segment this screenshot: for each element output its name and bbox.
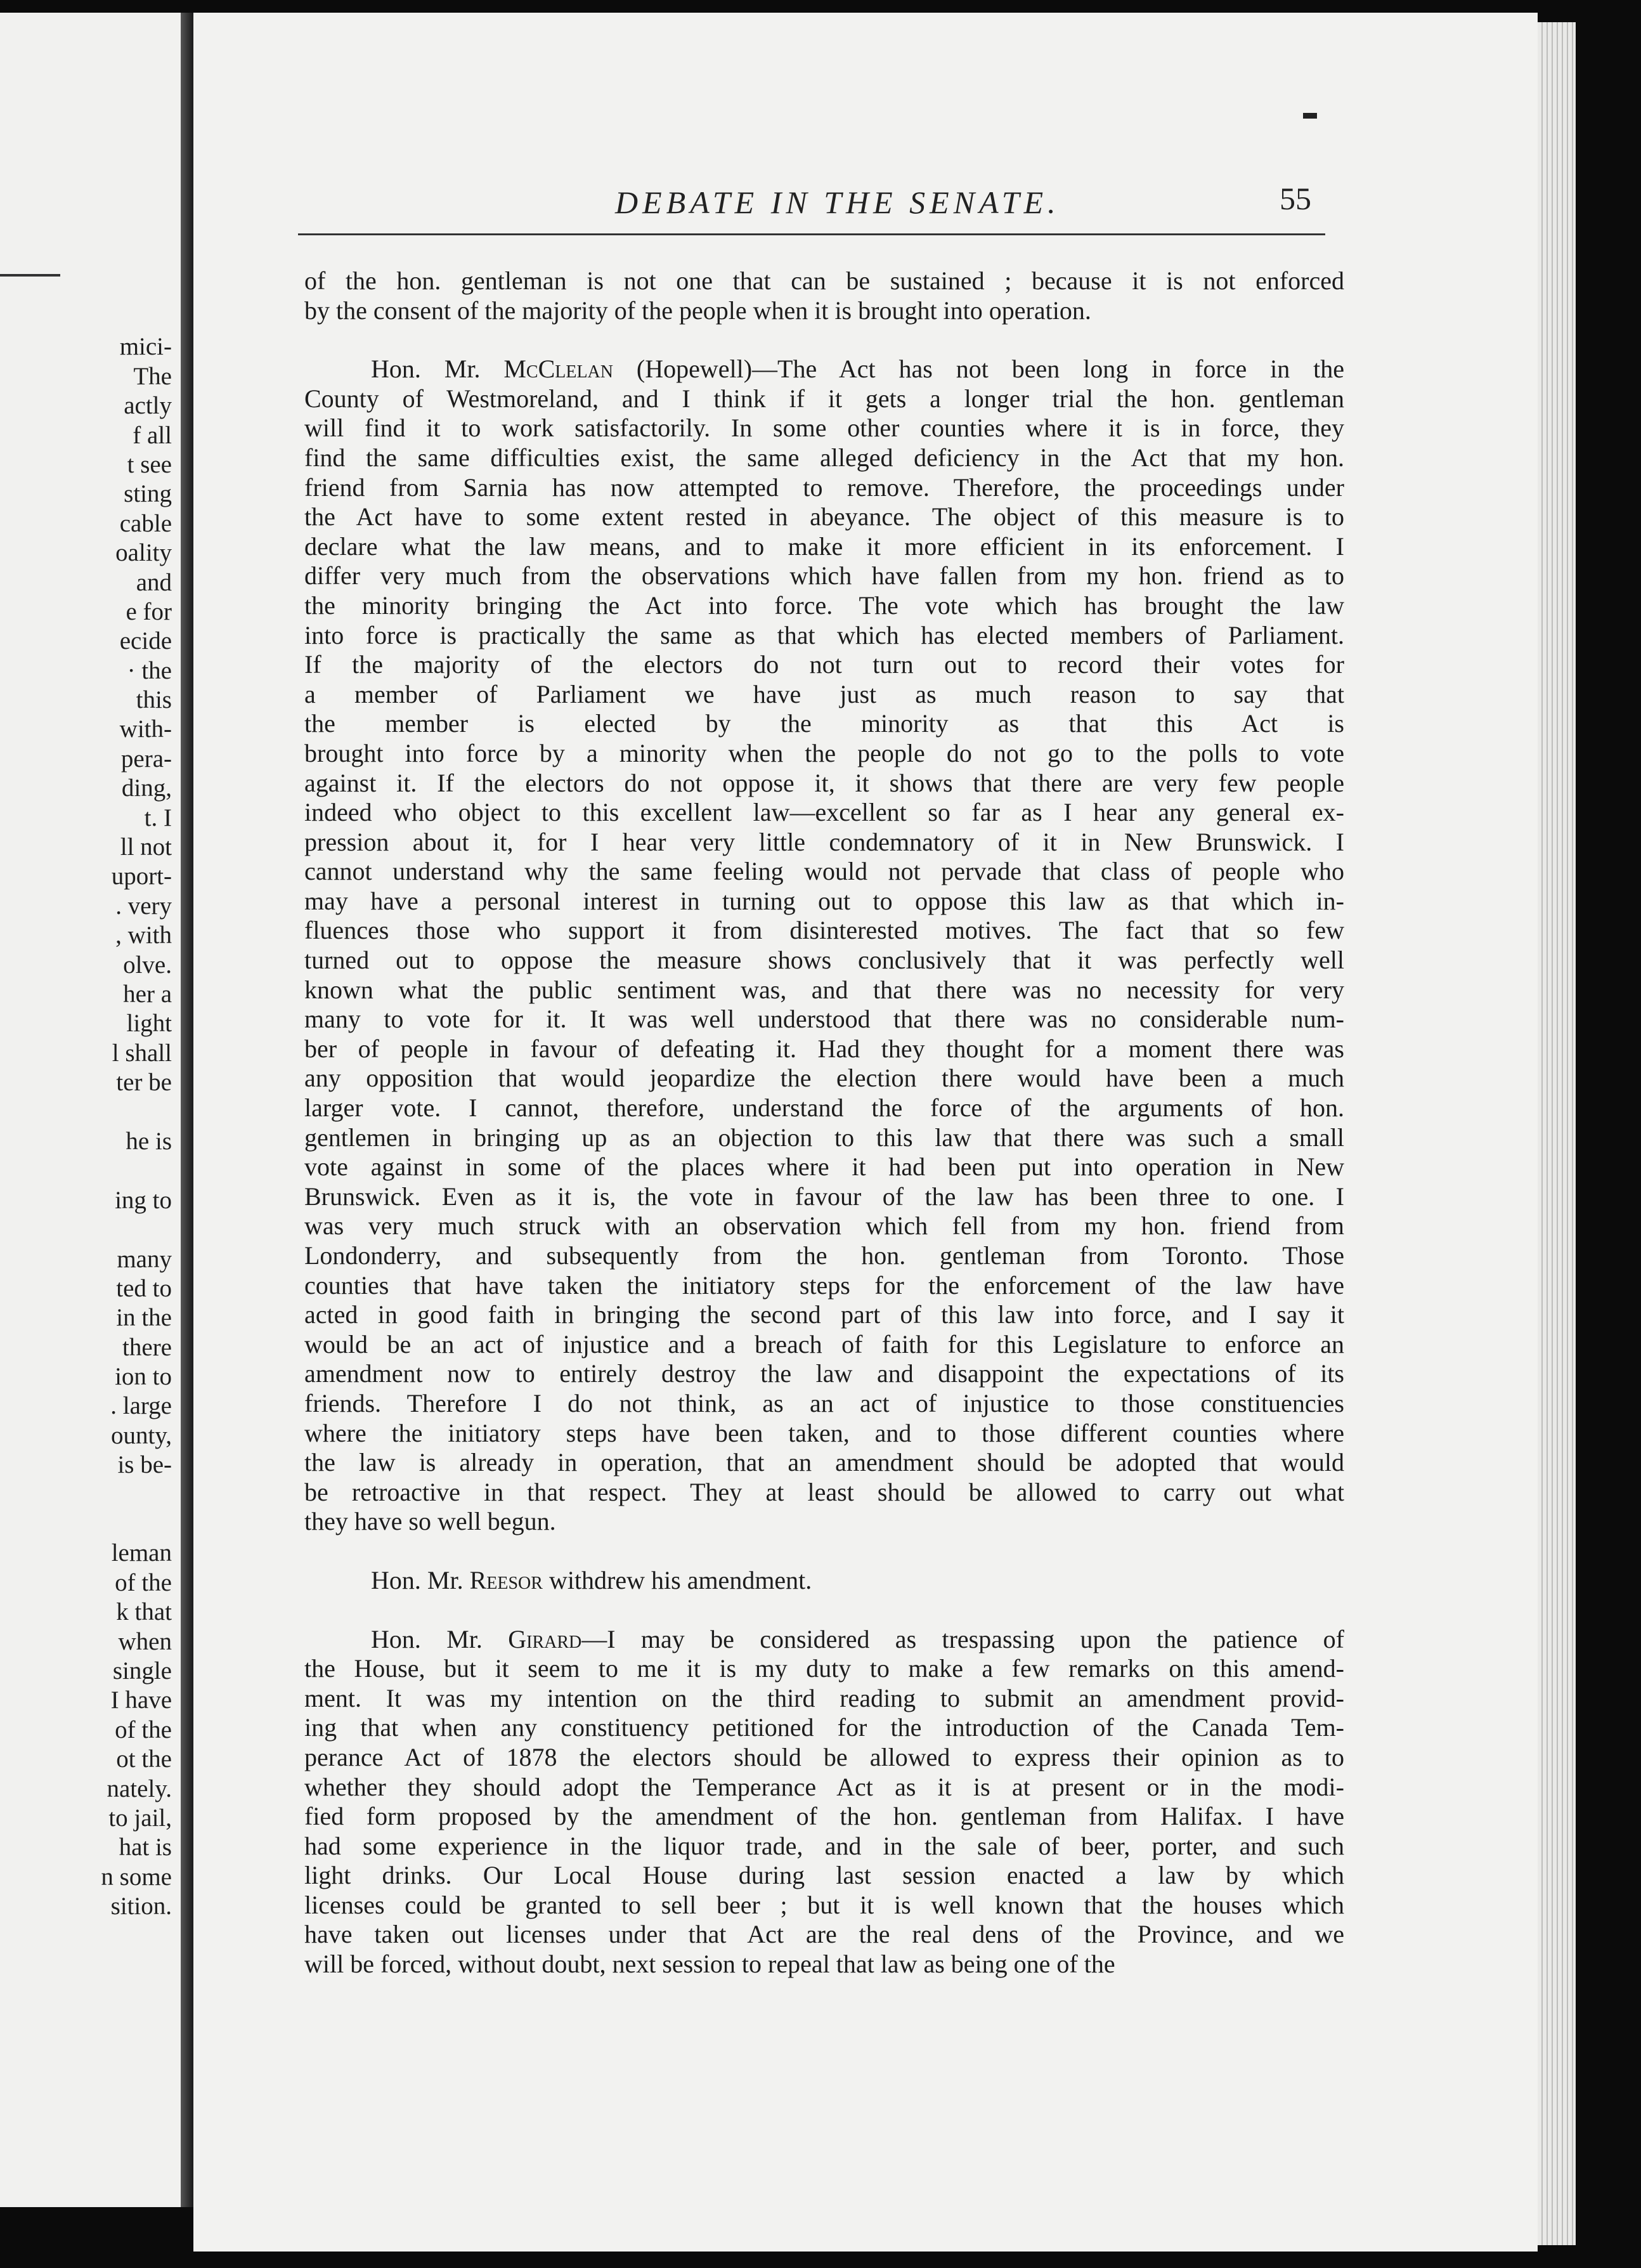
- left-page-line: of the: [115, 1568, 172, 1596]
- page-edges: [1538, 22, 1576, 2245]
- left-page-line: l shall: [112, 1039, 172, 1067]
- text-line: any opposition that would jeopardize the election there would have been a much: [304, 1064, 1344, 1093]
- text-line: County of Westmoreland, and I think if it gets a longer trial the hon. gentleman: [304, 384, 1344, 413]
- left-page-line: ing to: [115, 1186, 172, 1214]
- left-page-line: , with: [115, 922, 172, 949]
- text-line: the minority bringing the Act into force. The vote which has brought the law: [304, 590, 1344, 620]
- left-page-line: uport-: [111, 863, 172, 890]
- text-line: ing that when any constituency petitioned for the introduction of the Canada Tem-: [304, 1713, 1344, 1742]
- left-page-line: [101, 1098, 172, 1127]
- text-line: whether they should adopt the Temperance Act as it is at present or in the modi-: [304, 1772, 1344, 1801]
- left-page-line: sting: [124, 480, 172, 508]
- text-line: declare what the law means, and to make it more efficient in its enforcement. I: [304, 531, 1344, 561]
- left-page-line: ot the: [116, 1745, 172, 1773]
- text-line: will find it to work satisfactorily. In some other counties where it is in force, they: [304, 414, 1344, 443]
- left-page-line: [101, 1215, 172, 1244]
- left-page-line: f all: [133, 421, 172, 449]
- paragraph-continuation: [304, 266, 1344, 325]
- paragraph-text: withdrew his amendment.: [542, 1565, 812, 1594]
- line-text: —I may be considered as trespassing upon the patience of: [581, 1624, 1344, 1653]
- running-head: DEBATE IN THE SENATE.: [615, 185, 1060, 220]
- text-line: gentlemen in bringing up as an objection to this law that there was such a small: [304, 1123, 1344, 1152]
- text-line: Brunswick. Even as it is, the vote in favour of the law has been three to one. I: [304, 1182, 1344, 1211]
- text-line: vote against in some of the places where it had been put into operation in New: [304, 1152, 1344, 1182]
- left-page-line: is be-: [117, 1451, 172, 1479]
- text-line: the member is elected by the minority as that this Act is: [304, 709, 1344, 738]
- left-page-line: n some: [101, 1863, 172, 1891]
- left-page-line: ted to: [116, 1274, 172, 1302]
- left-page-text-fragments: [101, 303, 172, 1921]
- text-line: find the same difficulties exist, the same alleged deficiency in the Act that my hon.: [304, 443, 1344, 472]
- text-line: by the consent of the majority of the people when it is brought into operation.: [304, 296, 1091, 325]
- left-page-line: [101, 1156, 172, 1185]
- header-rule: [298, 233, 1325, 235]
- left-page-line: [101, 1480, 172, 1509]
- text-line: had some experience in the liquor trade, and in the sale of beer, porter, and such: [304, 1831, 1344, 1860]
- left-page-line: [101, 303, 172, 332]
- text-line: a member of Parliament we have just as much reason to say that: [304, 679, 1344, 708]
- text-line: Londonderry, and subsequently from the hon. gentleman from Toronto. Those: [304, 1241, 1344, 1270]
- left-page-line: nately.: [107, 1775, 172, 1802]
- text-line: the law is already in operation, that an amendment should be adopted that would: [304, 1448, 1344, 1477]
- text-line: many to vote for it. It was well understood that there was no considerable num-: [304, 1005, 1344, 1034]
- left-page-line: [101, 1509, 172, 1539]
- left-page-line: e for: [126, 597, 172, 625]
- ink-mark: [1303, 113, 1317, 119]
- speaker-name: McClelan: [503, 355, 614, 384]
- left-page-line: in the: [116, 1304, 172, 1332]
- paragraph-reesor-withdrawal: [304, 1566, 1344, 1596]
- text-line: fied form proposed by the amendment of the hon. gentleman from Halifax. I have: [304, 1802, 1344, 1831]
- left-page-line: to jail,: [108, 1804, 172, 1832]
- text-line: ber of people in favour of defeating it. Had they thought for a moment there was: [304, 1034, 1344, 1063]
- text-line: of the hon. gentleman is not one that can be sustained ; because it is not enforced: [304, 266, 1344, 295]
- text-line: perance Act of 1878 the electors should be allowed to express their opinion as to: [304, 1742, 1344, 1771]
- text-line: have taken out licenses under that Act are the real dens of the Province, and we: [304, 1920, 1344, 1949]
- paragraph-mcclelan-speech: [304, 355, 1344, 1537]
- text-line: [304, 355, 1344, 384]
- text-line: friend from Sarnia has now attempted to remove. Therefore, the proceedings under: [304, 472, 1344, 502]
- left-page-line: when: [118, 1627, 172, 1655]
- text-line: brought into force by a minority when the people do not go to the polls to vote: [304, 738, 1344, 767]
- left-page-line: olve.: [123, 951, 172, 979]
- left-page-line: leman: [111, 1539, 172, 1567]
- left-page-line: The: [133, 362, 172, 390]
- left-page-line: light: [126, 1010, 172, 1038]
- line-text: (Hopewell)—The Act has not been long in force in the: [613, 355, 1344, 384]
- left-page-line: many: [117, 1245, 172, 1273]
- paragraph-girard-speech: [304, 1625, 1344, 1979]
- text-line: ment. It was my intention on the third reading to submit an amendment provid-: [304, 1683, 1344, 1712]
- left-page-line: · the: [127, 656, 172, 684]
- text-line: turned out to oppose the measure shows conclusively that it was perfectly well: [304, 946, 1344, 975]
- text-line: counties that have taken the initiatory steps for the enforcement of the law have: [304, 1270, 1344, 1300]
- speaker-prefix: Hon. Mr.: [371, 1565, 470, 1594]
- text-line: was very much struck with an observation which fell from my hon. friend from: [304, 1211, 1344, 1241]
- left-facing-page: [0, 13, 181, 2207]
- speaker-name: Girard: [508, 1624, 582, 1653]
- text-line: light drinks. Our Local House during last session enacted a law by which: [304, 1861, 1344, 1890]
- left-page-line: there: [122, 1333, 172, 1361]
- left-page-line: hat is: [119, 1834, 172, 1861]
- left-page-line: k that: [116, 1598, 172, 1626]
- left-page-line: oality: [115, 539, 172, 567]
- text-line: licenses could be granted to sell beer ; but it is well known that the houses which: [304, 1890, 1344, 1919]
- text-line: would be an act of injustice and a breach of faith for this Legislature to enforce an: [304, 1329, 1344, 1359]
- book-gutter: [181, 13, 193, 2207]
- page-number: 55: [1280, 181, 1311, 216]
- text-line: amendment now to entirely destroy the law and disappoint the expectations of its: [304, 1359, 1344, 1388]
- left-page-line: mici-: [119, 333, 172, 361]
- left-page-line: cable: [119, 509, 172, 537]
- text-line: pression about it, for I hear very little condemnatory of it in New Brunswick. I: [304, 827, 1344, 856]
- text-line: will be forced, without doubt, next session to repeal that law as being one of the: [304, 1950, 1115, 1979]
- left-page-line: and: [136, 568, 172, 596]
- left-page-line: he is: [126, 1127, 172, 1155]
- left-page-line: ter be: [116, 1069, 172, 1097]
- left-page-line: t. I: [144, 804, 172, 831]
- text-line: where the initiatory steps have been taken, and to those different counties where: [304, 1418, 1344, 1447]
- text-line: may have a personal interest in turning out to oppose this law as that which in-: [304, 886, 1344, 915]
- left-page-line: ecide: [119, 627, 172, 655]
- left-page-line: of the: [115, 1716, 172, 1743]
- text-line: against it. If the electors do not oppose it, it shows that there are very few people: [304, 768, 1344, 797]
- text-line: cannot understand why the same feeling would not pervade that class of people who: [304, 857, 1344, 886]
- speaker-prefix: Hon. Mr.: [371, 355, 504, 384]
- left-page-line: ding,: [121, 774, 172, 802]
- left-page-line: ll not: [120, 833, 172, 861]
- speaker-prefix: Hon. Mr.: [371, 1624, 509, 1653]
- left-page-rule: [0, 274, 60, 277]
- left-page-line: actly: [124, 392, 172, 420]
- text-line: friends. Therefore I do not think, as an act of injustice to those constituencies: [304, 1388, 1344, 1418]
- left-page-line: ion to: [115, 1363, 172, 1391]
- speaker-name: Reesor: [469, 1565, 543, 1594]
- left-page-line: her a: [123, 980, 172, 1008]
- left-page-line: . very: [115, 892, 172, 920]
- text-line: be retroactive in that respect. They at least should be allowed to carry out what: [304, 1477, 1344, 1506]
- left-page-line: ounty,: [110, 1421, 172, 1449]
- text-line: into force is practically the same as that which has elected members of Parliament.: [304, 620, 1344, 649]
- text-line: they have so well begun.: [304, 1507, 556, 1536]
- left-page-line: I have: [110, 1686, 172, 1714]
- text-line: the Act have to some extent rested in abeyance. The object of this measure is to: [304, 502, 1344, 531]
- text-line: indeed who object to this excellent law—excellent so far as I hear any general ex-: [304, 798, 1344, 827]
- left-page-line: with-: [119, 715, 172, 743]
- left-page-line: pera-: [120, 745, 172, 772]
- text-line: differ very much from the observations which have fallen from my hon. friend as to: [304, 561, 1344, 590]
- left-page-line: this: [136, 686, 172, 714]
- left-page-line: t see: [127, 450, 172, 478]
- text-line: the House, but it seem to me it is my duty to make a few remarks on this amend-: [304, 1654, 1344, 1683]
- left-page-line: single: [112, 1657, 172, 1685]
- text-line: fluences those who support it from disinterested motives. The fact that so few: [304, 916, 1344, 945]
- text-line: [304, 1625, 1344, 1655]
- text-line: known what the public sentiment was, and that there was no necessity for very: [304, 975, 1344, 1004]
- left-page-line: sition.: [110, 1893, 172, 1920]
- left-page-line: . large: [110, 1392, 172, 1420]
- text-line: larger vote. I cannot, therefore, understand the force of the arguments of hon.: [304, 1093, 1344, 1123]
- text-line: If the majority of the electors do not turn out to record their votes for: [304, 650, 1344, 679]
- body-text: [304, 266, 1344, 1979]
- text-line: acted in good faith in bringing the second part of this law into force, and I say it: [304, 1300, 1344, 1329]
